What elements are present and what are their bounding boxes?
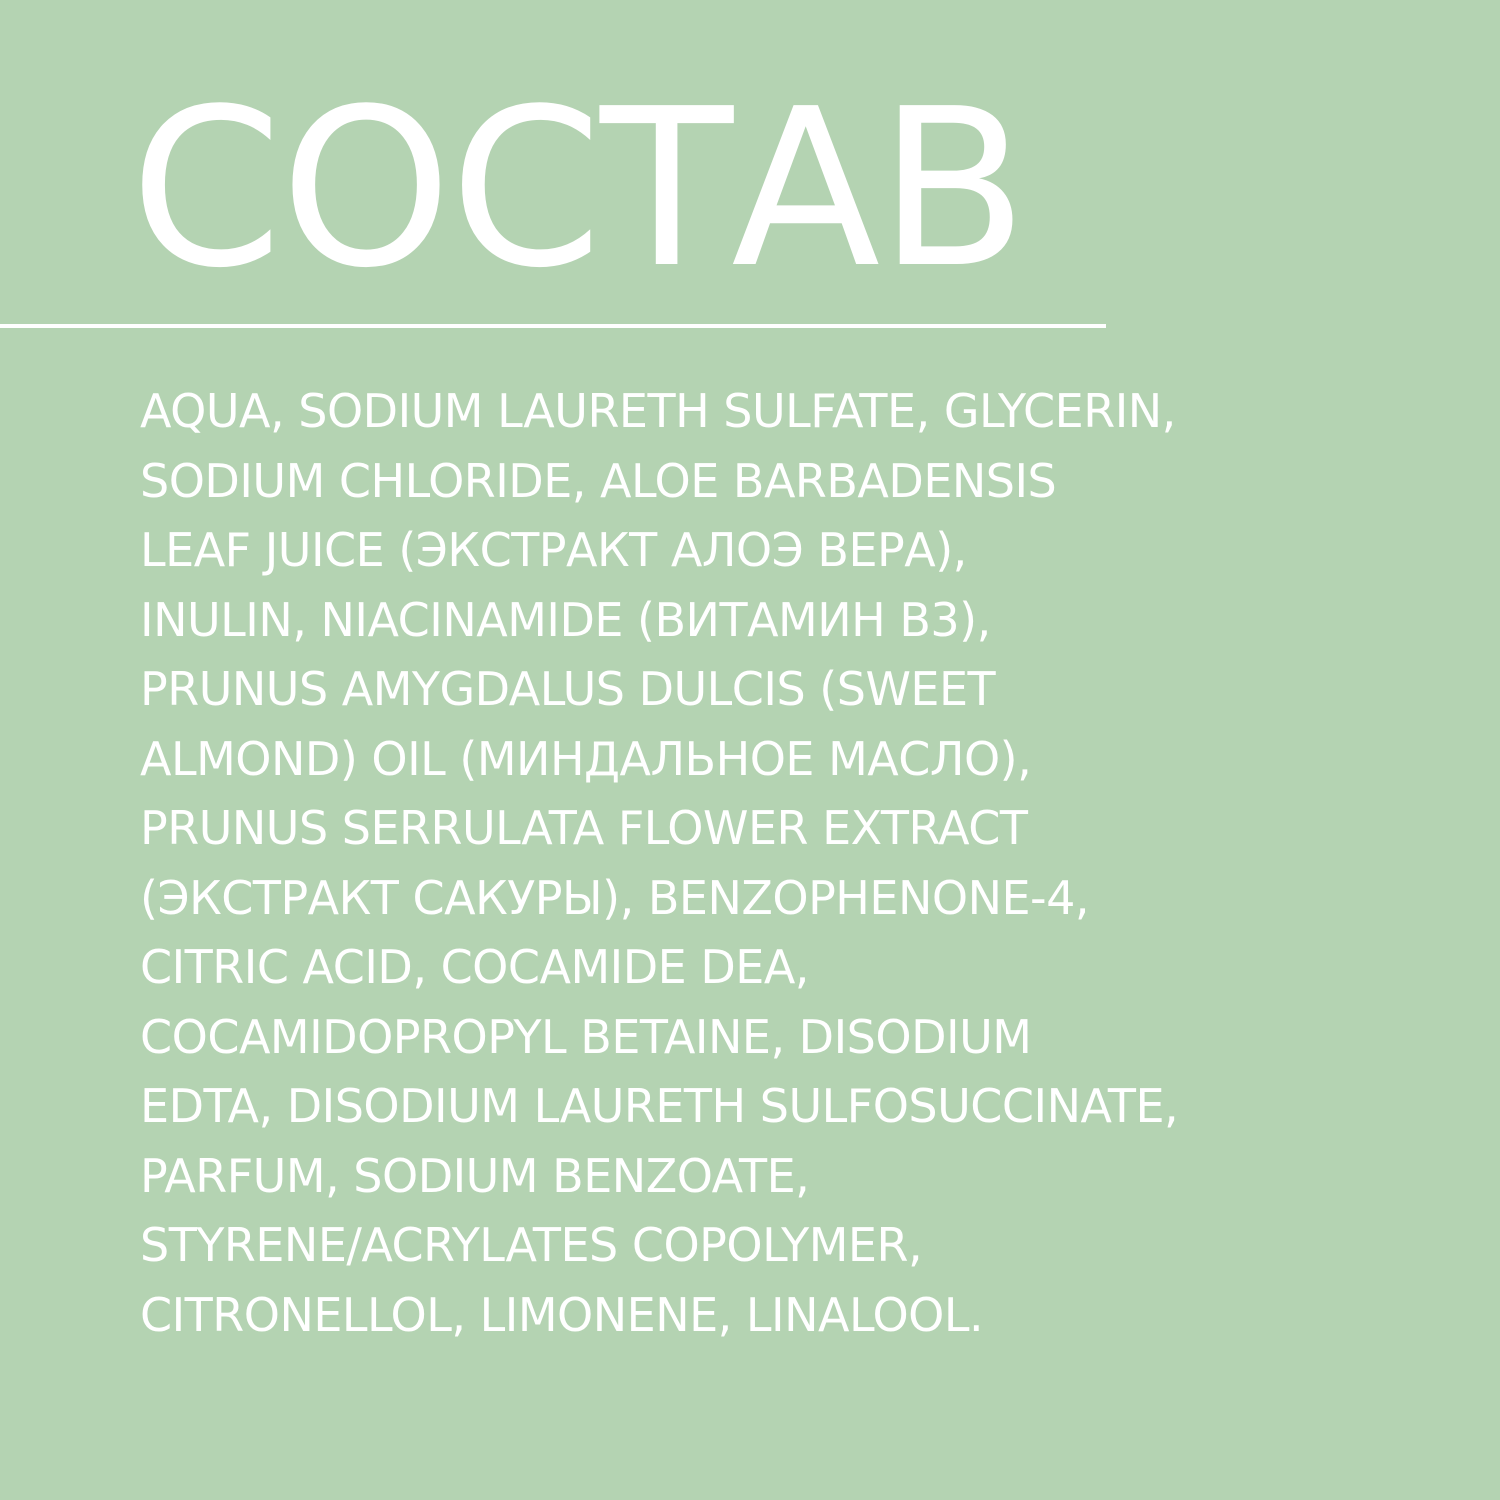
ingredients-list	[140, 377, 1490, 1350]
ingredients-line: COCAMIDOPROPYL BETAINE, DISODIUM	[140, 1009, 1032, 1064]
ingredients-line: CITRIC ACID, COCAMIDE DEA,	[140, 940, 809, 994]
ingredients-line: PARFUM, SODIUM BENZOATE,	[140, 1148, 810, 1203]
ingredients-line: STYRENE/ACRYLATES COPOLYMER,	[140, 1218, 923, 1272]
ingredients-line: CITRONELLOL, LIMONENE, LINALOOL.	[140, 1287, 984, 1342]
ingredients-line: EDTA, DISODIUM LAURETH SULFOSUCCINATE,	[140, 1079, 1179, 1133]
heading-divider	[0, 324, 1106, 328]
ingredients-line: LEAF JUICE (ЭКСТРАКТ АЛОЭ ВЕРА),	[140, 523, 967, 577]
ingredients-line: ALMOND) OIL (МИНДАЛЬНОЕ МАСЛО),	[140, 731, 1032, 786]
ingredients-line: AQUA, SODIUM LAURETH SULFATE, GLYCERIN,	[140, 384, 1176, 438]
ingredients-line: INULIN, NIACINAMIDE (ВИТАМИН В3),	[140, 592, 991, 647]
ingredients-line: PRUNUS SERRULATA FLOWER EXTRACT	[140, 801, 1028, 855]
ingredients-line: SODIUM CHLORIDE, ALOE BARBADENSIS	[140, 453, 1057, 508]
ingredients-line: (ЭКСТРАКТ САКУРЫ), BENZOPHENONE-4,	[140, 870, 1090, 925]
ingredients-line: PRUNUS AMYGDALUS DULCIS (SWEET	[140, 662, 996, 716]
composition-heading: СОСТАВ	[130, 63, 1026, 316]
